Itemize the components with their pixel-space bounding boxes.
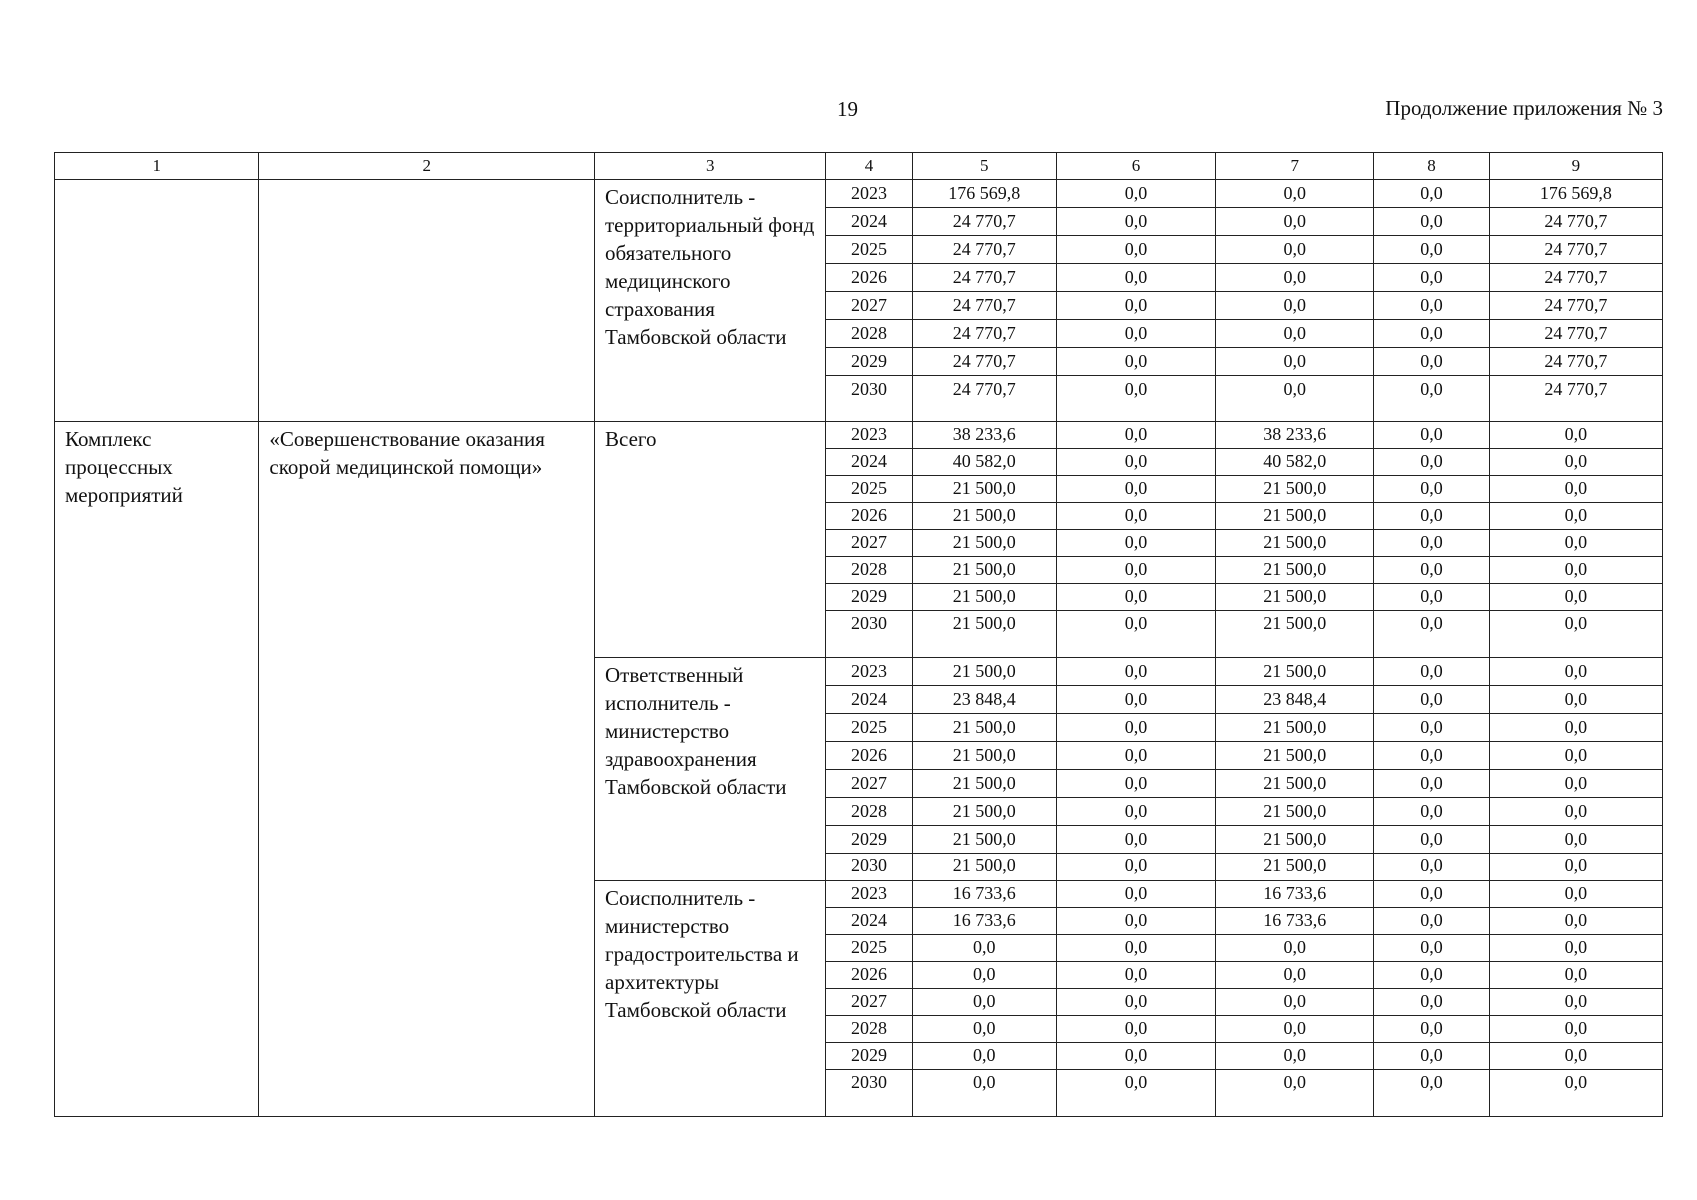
value-cell: 0,0	[1056, 611, 1215, 658]
value-cell: 0,0	[1056, 584, 1215, 611]
value-cell: 0,0	[1374, 686, 1489, 714]
value-cell: 0,0	[912, 989, 1056, 1016]
year-cell: 2027	[826, 770, 912, 798]
value-cell: 0,0	[1489, 714, 1662, 742]
value-cell: 21 500,0	[912, 798, 1056, 826]
year-cell: 2023	[826, 881, 912, 908]
value-cell: 21 500,0	[912, 557, 1056, 584]
value-cell: 0,0	[1374, 503, 1489, 530]
value-cell: 0,0	[1056, 422, 1215, 449]
value-cell: 0,0	[1374, 1043, 1489, 1070]
value-cell: 0,0	[1374, 476, 1489, 503]
value-cell: 21 500,0	[1216, 557, 1374, 584]
value-cell: 0,0	[1216, 1070, 1374, 1117]
year-cell: 2024	[826, 208, 912, 236]
value-cell: 0,0	[1374, 742, 1489, 770]
value-cell: 0,0	[1216, 264, 1374, 292]
column-number: 1	[55, 153, 259, 180]
value-cell: 0,0	[1374, 422, 1489, 449]
year-cell: 2027	[826, 292, 912, 320]
value-cell: 0,0	[1056, 770, 1215, 798]
value-cell: 24 770,7	[1489, 292, 1662, 320]
value-cell: 0,0	[1489, 449, 1662, 476]
value-cell: 24 770,7	[1489, 264, 1662, 292]
value-cell: 0,0	[1056, 208, 1215, 236]
year-cell: 2025	[826, 236, 912, 264]
value-cell: 21 500,0	[1216, 611, 1374, 658]
table-row	[55, 180, 1663, 208]
value-cell: 0,0	[1056, 908, 1215, 935]
value-cell: 0,0	[1374, 908, 1489, 935]
table-row	[55, 422, 1663, 449]
value-cell: 0,0	[1374, 714, 1489, 742]
year-cell: 2025	[826, 714, 912, 742]
value-cell: 0,0	[1216, 376, 1374, 422]
value-cell: 0,0	[1216, 348, 1374, 376]
value-cell: 0,0	[1374, 935, 1489, 962]
executor-cell: Соисполнитель - министерство градостроительства и архитектуры Тамбовской области	[595, 881, 826, 1117]
year-cell: 2026	[826, 962, 912, 989]
value-cell: 21 500,0	[1216, 584, 1374, 611]
value-cell: 0,0	[1056, 714, 1215, 742]
value-cell: 0,0	[1374, 770, 1489, 798]
value-cell: 23 848,4	[1216, 686, 1374, 714]
value-cell: 24 770,7	[912, 264, 1056, 292]
value-cell: 0,0	[1216, 989, 1374, 1016]
value-cell: 0,0	[1374, 611, 1489, 658]
column-number: 2	[259, 153, 595, 180]
value-cell: 0,0	[1056, 1016, 1215, 1043]
value-cell: 0,0	[1374, 376, 1489, 422]
value-cell: 0,0	[1056, 881, 1215, 908]
value-cell: 24 770,7	[912, 348, 1056, 376]
value-cell: 0,0	[1489, 686, 1662, 714]
block-tfoms	[55, 180, 1663, 422]
value-cell: 0,0	[1056, 264, 1215, 292]
empty-cell	[259, 180, 595, 422]
year-cell: 2027	[826, 530, 912, 557]
value-cell: 0,0	[1056, 1070, 1215, 1117]
value-cell: 24 770,7	[912, 208, 1056, 236]
value-cell: 0,0	[1056, 180, 1215, 208]
column-number: 4	[826, 153, 912, 180]
funding-table	[54, 152, 1663, 1117]
year-cell: 2024	[826, 686, 912, 714]
year-cell: 2028	[826, 557, 912, 584]
value-cell: 0,0	[1374, 989, 1489, 1016]
value-cell: 21 500,0	[912, 530, 1056, 557]
empty-cell	[55, 180, 259, 422]
value-cell: 16 733,6	[1216, 908, 1374, 935]
value-cell: 0,0	[1216, 180, 1374, 208]
year-cell: 2023	[826, 422, 912, 449]
value-cell: 24 770,7	[1489, 320, 1662, 348]
value-cell: 0,0	[1374, 449, 1489, 476]
value-cell: 38 233,6	[912, 422, 1056, 449]
value-cell: 0,0	[1216, 1043, 1374, 1070]
value-cell: 0,0	[1489, 742, 1662, 770]
value-cell: 24 770,7	[1489, 348, 1662, 376]
value-cell: 0,0	[1216, 292, 1374, 320]
value-cell: 0,0	[912, 935, 1056, 962]
value-cell: 0,0	[912, 1043, 1056, 1070]
year-cell: 2024	[826, 908, 912, 935]
value-cell: 0,0	[1489, 770, 1662, 798]
value-cell: 40 582,0	[1216, 449, 1374, 476]
year-cell: 2026	[826, 503, 912, 530]
value-cell: 176 569,8	[912, 180, 1056, 208]
value-cell: 24 770,7	[912, 292, 1056, 320]
value-cell: 21 500,0	[912, 770, 1056, 798]
value-cell: 21 500,0	[1216, 798, 1374, 826]
column-number: 9	[1489, 153, 1662, 180]
value-cell: 0,0	[1056, 557, 1215, 584]
value-cell: 40 582,0	[912, 449, 1056, 476]
value-cell: 21 500,0	[1216, 742, 1374, 770]
year-cell: 2023	[826, 180, 912, 208]
value-cell: 0,0	[1374, 1016, 1489, 1043]
value-cell: 0,0	[1374, 584, 1489, 611]
value-cell: 0,0	[1056, 935, 1215, 962]
value-cell: 0,0	[1374, 854, 1489, 881]
value-cell: 0,0	[1216, 935, 1374, 962]
value-cell: 0,0	[1056, 530, 1215, 557]
value-cell: 21 500,0	[1216, 658, 1374, 686]
value-cell: 0,0	[1056, 658, 1215, 686]
value-cell: 0,0	[912, 1070, 1056, 1117]
value-cell: 16 733,6	[912, 881, 1056, 908]
value-cell: 0,0	[1374, 1070, 1489, 1117]
column-number: 3	[595, 153, 826, 180]
value-cell: 0,0	[1056, 826, 1215, 854]
value-cell: 16 733,6	[1216, 881, 1374, 908]
value-cell: 0,0	[1489, 530, 1662, 557]
appendix-title: Продолжение приложения № 3	[1385, 96, 1663, 120]
value-cell: 21 500,0	[912, 714, 1056, 742]
column-number: 6	[1056, 153, 1215, 180]
value-cell: 0,0	[1056, 449, 1215, 476]
program-type-cell: Комплекс процессных мероприятий	[55, 422, 259, 1117]
value-cell: 0,0	[1374, 658, 1489, 686]
year-cell: 2023	[826, 658, 912, 686]
value-cell: 24 770,7	[912, 376, 1056, 422]
year-cell: 2029	[826, 348, 912, 376]
value-cell: 0,0	[1489, 826, 1662, 854]
value-cell: 0,0	[1056, 292, 1215, 320]
year-cell: 2029	[826, 826, 912, 854]
year-cell: 2030	[826, 376, 912, 422]
year-cell: 2025	[826, 935, 912, 962]
value-cell: 0,0	[1489, 1043, 1662, 1070]
block-ambulance	[55, 422, 1663, 1117]
value-cell: 38 233,6	[1216, 422, 1374, 449]
funding-table-container	[54, 152, 1663, 1117]
value-cell: 21 500,0	[912, 611, 1056, 658]
value-cell: 21 500,0	[1216, 714, 1374, 742]
value-cell: 21 500,0	[912, 742, 1056, 770]
value-cell: 0,0	[1489, 557, 1662, 584]
value-cell: 0,0	[1216, 962, 1374, 989]
year-cell: 2029	[826, 1043, 912, 1070]
value-cell: 0,0	[1056, 476, 1215, 503]
value-cell: 0,0	[1489, 658, 1662, 686]
value-cell: 0,0	[1489, 476, 1662, 503]
column-number: 8	[1374, 153, 1489, 180]
column-number: 5	[912, 153, 1056, 180]
value-cell: 0,0	[1216, 320, 1374, 348]
value-cell: 0,0	[1489, 584, 1662, 611]
year-cell: 2028	[826, 1016, 912, 1043]
value-cell: 0,0	[1374, 826, 1489, 854]
value-cell: 24 770,7	[912, 236, 1056, 264]
executor-cell: Всего	[595, 422, 826, 658]
value-cell: 21 500,0	[912, 476, 1056, 503]
value-cell: 0,0	[1489, 1070, 1662, 1117]
value-cell: 0,0	[1216, 1016, 1374, 1043]
value-cell: 21 500,0	[912, 854, 1056, 881]
year-cell: 2029	[826, 584, 912, 611]
value-cell: 24 770,7	[1489, 376, 1662, 422]
column-number: 7	[1216, 153, 1374, 180]
value-cell: 0,0	[1489, 935, 1662, 962]
year-cell: 2030	[826, 611, 912, 658]
value-cell: 0,0	[1374, 292, 1489, 320]
value-cell: 0,0	[1056, 503, 1215, 530]
value-cell: 0,0	[1056, 348, 1215, 376]
year-cell: 2028	[826, 320, 912, 348]
value-cell: 0,0	[1056, 236, 1215, 264]
value-cell: 0,0	[1374, 530, 1489, 557]
value-cell: 0,0	[1374, 264, 1489, 292]
value-cell: 21 500,0	[912, 658, 1056, 686]
value-cell: 0,0	[1056, 854, 1215, 881]
year-cell: 2026	[826, 264, 912, 292]
value-cell: 0,0	[1374, 962, 1489, 989]
value-cell: 0,0	[1056, 989, 1215, 1016]
value-cell: 176 569,8	[1489, 180, 1662, 208]
value-cell: 0,0	[1056, 742, 1215, 770]
value-cell: 21 500,0	[1216, 826, 1374, 854]
value-cell: 24 770,7	[1489, 208, 1662, 236]
year-cell: 2030	[826, 854, 912, 881]
value-cell: 0,0	[912, 1016, 1056, 1043]
value-cell: 0,0	[1489, 798, 1662, 826]
value-cell: 21 500,0	[1216, 854, 1374, 881]
year-cell: 2027	[826, 989, 912, 1016]
value-cell: 21 500,0	[912, 503, 1056, 530]
value-cell: 0,0	[1374, 208, 1489, 236]
value-cell: 0,0	[1489, 1016, 1662, 1043]
value-cell: 0,0	[1216, 236, 1374, 264]
value-cell: 21 500,0	[1216, 503, 1374, 530]
year-cell: 2030	[826, 1070, 912, 1117]
value-cell: 0,0	[1056, 1043, 1215, 1070]
value-cell: 0,0	[1056, 798, 1215, 826]
value-cell: 21 500,0	[912, 826, 1056, 854]
value-cell: 0,0	[912, 962, 1056, 989]
year-cell: 2024	[826, 449, 912, 476]
value-cell: 0,0	[1489, 854, 1662, 881]
value-cell: 21 500,0	[1216, 770, 1374, 798]
value-cell: 21 500,0	[912, 584, 1056, 611]
value-cell: 23 848,4	[912, 686, 1056, 714]
value-cell: 21 500,0	[1216, 530, 1374, 557]
value-cell: 0,0	[1489, 611, 1662, 658]
value-cell: 0,0	[1374, 881, 1489, 908]
value-cell: 21 500,0	[1216, 476, 1374, 503]
value-cell: 24 770,7	[912, 320, 1056, 348]
executor-cell: Ответственный исполнитель - министерство здравоохранения Тамбовской области	[595, 658, 826, 881]
page-number: 19	[837, 97, 858, 121]
value-cell: 0,0	[1056, 376, 1215, 422]
value-cell: 0,0	[1489, 503, 1662, 530]
value-cell: 0,0	[1374, 798, 1489, 826]
table-header	[55, 153, 1663, 180]
value-cell: 0,0	[1056, 686, 1215, 714]
value-cell: 0,0	[1374, 348, 1489, 376]
executor-cell: Соисполнитель - территориальный фонд обязательного медицинского страхования Тамбовской области	[595, 180, 826, 422]
value-cell: 0,0	[1216, 208, 1374, 236]
value-cell: 0,0	[1374, 180, 1489, 208]
value-cell: 16 733,6	[912, 908, 1056, 935]
value-cell: 0,0	[1489, 989, 1662, 1016]
program-name-cell: «Совершенствование оказания скорой медицинской помощи»	[259, 422, 595, 1117]
value-cell: 0,0	[1056, 962, 1215, 989]
value-cell: 0,0	[1374, 320, 1489, 348]
value-cell: 0,0	[1489, 422, 1662, 449]
year-cell: 2028	[826, 798, 912, 826]
value-cell: 0,0	[1489, 908, 1662, 935]
value-cell: 0,0	[1374, 236, 1489, 264]
year-cell: 2025	[826, 476, 912, 503]
year-cell: 2026	[826, 742, 912, 770]
value-cell: 0,0	[1056, 320, 1215, 348]
value-cell: 0,0	[1489, 881, 1662, 908]
value-cell: 0,0	[1489, 962, 1662, 989]
value-cell: 0,0	[1374, 557, 1489, 584]
value-cell: 24 770,7	[1489, 236, 1662, 264]
